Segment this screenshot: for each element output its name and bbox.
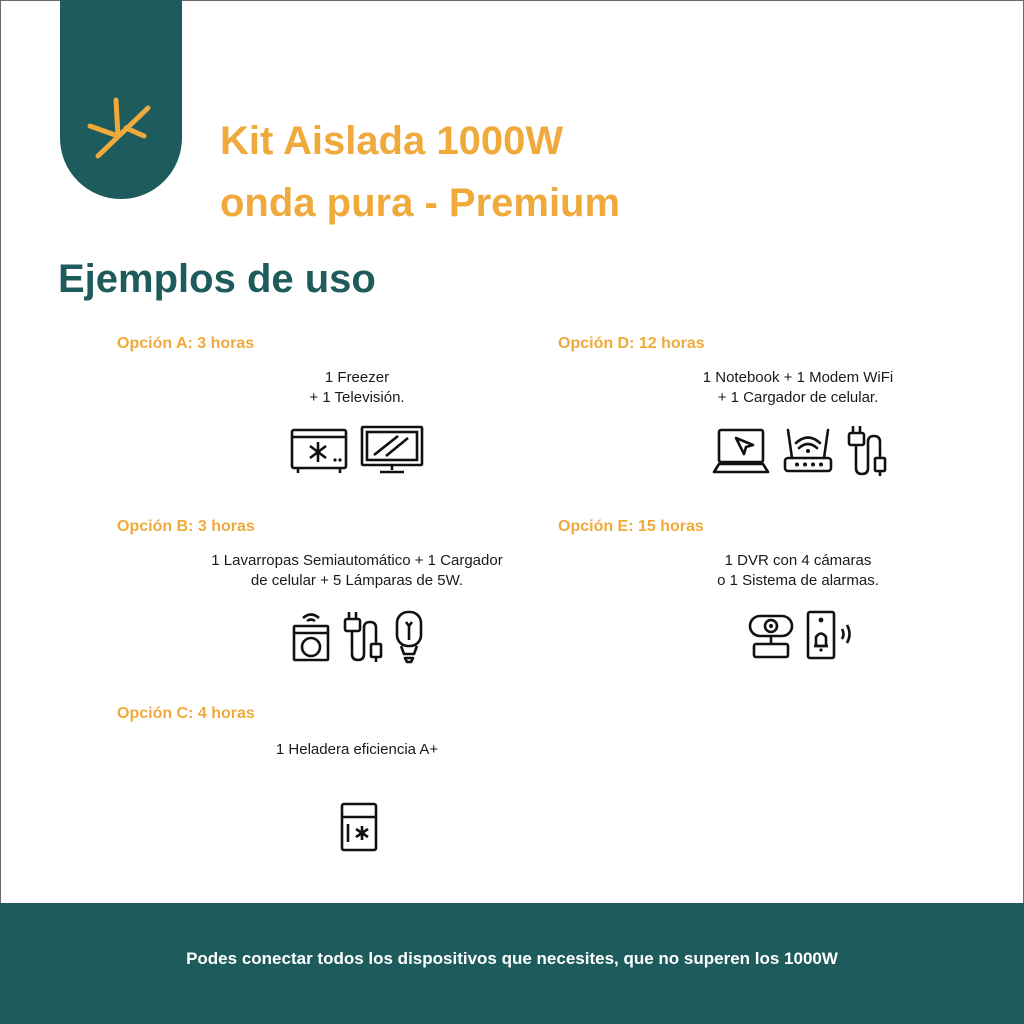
option-c-icons [340, 802, 378, 852]
security-camera-icon [748, 610, 794, 660]
notebook-icon [712, 426, 770, 476]
option-e-description [568, 551, 1024, 591]
option-e-label: Opción E: 15 horas [558, 518, 704, 535]
option-d-line-2: + 1 Cargador de celular. [717, 389, 879, 406]
option-d-description [568, 368, 1024, 408]
option-b-line-2: de celular + 5 Lámparas de 5W. [250, 572, 464, 589]
lamp-icon [394, 610, 424, 664]
wifi-modem-icon [782, 426, 834, 476]
television-icon [360, 425, 424, 475]
freezer-icon [290, 426, 348, 474]
option-d-icons [712, 424, 886, 478]
option-b-label: Opción B: 3 horas [117, 518, 255, 535]
phone-charger-icon [342, 610, 382, 664]
option-e-icons [748, 610, 856, 660]
option-c-description [127, 740, 587, 760]
title-line-1: Kit Aislada 1000W [220, 119, 564, 163]
option-c-line-1: 1 Heladera eficiencia A+ [275, 741, 439, 758]
option-a-line-1: 1 Freezer [324, 369, 390, 386]
footer-text: Podes conectar todos los dispositivos que necesites, que no superen los 1000W [186, 949, 838, 968]
option-b-line-1: 1 Lavarropas Semiautomático + 1 Cargador [211, 552, 503, 569]
refrigerator-icon [340, 802, 378, 852]
title-line-2: onda pura - Premium [220, 181, 621, 225]
sun-ray-icon [86, 96, 156, 166]
option-d-label: Opción D: 12 horas [558, 335, 705, 352]
option-a-description [127, 368, 587, 408]
option-e-line-2: o 1 Sistema de alarmas. [717, 572, 879, 589]
option-e-line-1: 1 DVR con 4 cámaras [724, 552, 872, 569]
alarm-system-icon [806, 610, 856, 660]
section-title: Ejemplos de uso [58, 257, 376, 301]
logo-tab [60, 0, 182, 199]
phone-charger-icon [846, 424, 886, 478]
option-c-label: Opción C: 4 horas [117, 705, 255, 722]
option-a-label: Opción A: 3 horas [117, 335, 255, 352]
option-b-description [127, 551, 587, 591]
option-b-icons [292, 610, 424, 664]
option-d-line-1: 1 Notebook + 1 Modem WiFi [702, 369, 894, 386]
washing-machine-icon [292, 612, 330, 662]
option-a-icons [290, 425, 424, 475]
page-title [220, 110, 620, 234]
footer-banner [0, 903, 1024, 1024]
option-a-line-2: + 1 Televisión. [309, 389, 405, 406]
